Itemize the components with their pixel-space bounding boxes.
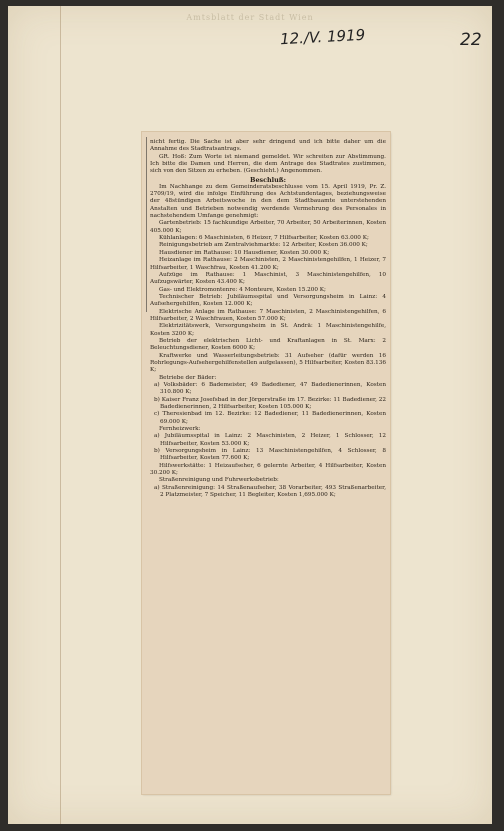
clipping-paragraph: Kraftwerke und Wasserleitungsbetrieb: 31 Aufseher (dafür werden 16 Rohrlegungs-Aufsehergehilfenstellen aufgelassen), 5 Hilfsarbeiter, Kosten 83.136 K; [150, 352, 386, 374]
clipping-paragraph: Im Nachhange zu dem Gemeinderatsbeschlusse vom 15. April 1919, Pr. Z. 2709/19, wird die infolge Einführung des Achtstundentages, beziehungsweise der 48stündigen Arbeitswoche in den dem Stadtbauamte unterstehenden Anstalten und Betrieben notwendig werdende Vermehrung des Personales in nachstehendem Umfange genehmigt: [150, 183, 386, 220]
handwritten-date: 12./V. 1919 [279, 25, 366, 49]
clipping-paragraph: Gartenbetrieb: 15 fachkundige Arbeiter, 70 Arbeiter, 50 Arbeiterinnen, Kosten 405.000 K; [150, 220, 386, 234]
clipping-paragraph: Betrieb der elektrischen Licht- und Kraftanlagen in St. Marx: 2 Beleuchtungsdiener, Kosten 6000 K; [150, 337, 386, 352]
clipping-paragraph: GR. Hoß: Zum Worte ist niemand gemeldet. Wir schreiten zur Abstimmung. Ich bitte die Damen und Herren, die dem Antrage des Stadtrates zustimmen, sich von den Sitzen zu erheben. (Geschieht.) Angenommen. [150, 153, 386, 175]
clipping-paragraph: Aufzüge im Rathause: 1 Maschinist, 3 Maschinistengehilfen, 10 Aufzugswärter, Kosten 43.400 K; [150, 271, 386, 286]
clipping-paragraph: Kühlanlagen: 6 Maschinisten, 6 Heizer, 7 Hilfsarbeiter, Kosten 63.000 K; [159, 235, 369, 242]
clipping-paragraph: Elektrizitätswerk, Versorgungsheim in St. Andrä: 1 Maschinistengehilfe, Kosten 3200 K; [150, 323, 386, 337]
handwritten-page-number: 22 [460, 30, 482, 50]
clipping-text [150, 139, 386, 500]
clipping-paragraph: nicht fertig. Die Sache ist aber sehr dringend und ich bitte daher um die Annahme des Stadtratsantrags. [150, 139, 386, 153]
clipping-paragraph: Hilfswerkstätte: 1 Heizaufseher, 6 gelernte Arbeiter, 4 Hilfsarbeiter, Kosten 30.200 K; [150, 462, 386, 477]
clipping-paragraph: a) Jubiläumsspital in Lainz: 2 Maschinisten, 2 Heizer, 1 Schlosser, 12 Hilfsarbeiter, Kosten 53.000 K; [154, 433, 386, 447]
clipping-paragraph: a) Straßenreinigung: 14 Straßenaufseher, 38 Vorarbeiter, 493 Straßenarbeiter, 2 Platzmeister, 7 Speicher, 11 Begleiter, Kosten 1,695.000 K; [154, 484, 386, 499]
clipping-paragraph: a) Volksbäder: 6 Bademeister, 49 Badediener, 47 Badedienerinnen, Kosten 310.800 K; [154, 382, 386, 396]
clipping-paragraph: Fernheizwerk: [159, 426, 201, 433]
clipping-paragraph: Hausdiener im Rathause: 10 Hausdiener, Kosten 30.000 K; [159, 249, 330, 256]
clipping-paragraph: Gas- und Elektromontenre: 4 Monteure, Kosten 15.200 K; [159, 286, 326, 293]
clipping-paragraph: c) Theresienbad im 12. Bezirke: 12 Badediener, 11 Badedienerinnen, Kosten 69.000 K; [154, 411, 386, 425]
letterhead: Amtsblatt der Stadt Wien [186, 13, 314, 22]
clipping-paragraph: Elektrische Anlage im Rathause: 7 Maschinisten, 2 Maschinistengehilfen, 6 Hilfsarbeiter, 2 Waschfrauen, Kosten 57.000 K; [150, 308, 386, 322]
clipping-heading: Beschluß: [250, 175, 286, 184]
clipping-paragraph: Technischer Betrieb: Jubiläumsspital und Versorgungsheim in Lainz: 4 Aufsehergehilfen, Kosten 12.000 K; [150, 293, 386, 308]
clipping-paragraph: Heizanlage im Rathause: 2 Maschinisten, 2 Maschinistengehilfen, 1 Heizer, 7 Hilfsarbeiter, 1 Waschfrau, Kosten 41.200 K; [150, 257, 386, 271]
page-fold-line [60, 6, 61, 824]
clipping-paragraph: b) Versorgungsheim in Lainz: 13 Maschinistengehilfen, 4 Schlosser, 8 Hilfsarbeiter, Kosten 77.600 K; [154, 448, 386, 462]
clipping-paragraph: b) Kaiser Franz Josefsbad in der Jörgerstraße im 17. Bezirke: 11 Badediener, 22 Badedienerinnen, 2 Hilfsarbeiter, Kosten 105.000 K; [154, 396, 386, 411]
clipping-paragraph: Straßenreinigung und Fuhrwerksbetrieb: [159, 477, 279, 484]
margin-marker-line [146, 137, 147, 312]
clipping-paragraph: Reinigungsbetrieb am Zentralviehmarkte: 12 Arbeiter, Kosten 36.000 K; [159, 242, 368, 249]
newspaper-clipping [142, 132, 390, 794]
clipping-paragraph: Betriebe der Bäder: [159, 374, 217, 381]
